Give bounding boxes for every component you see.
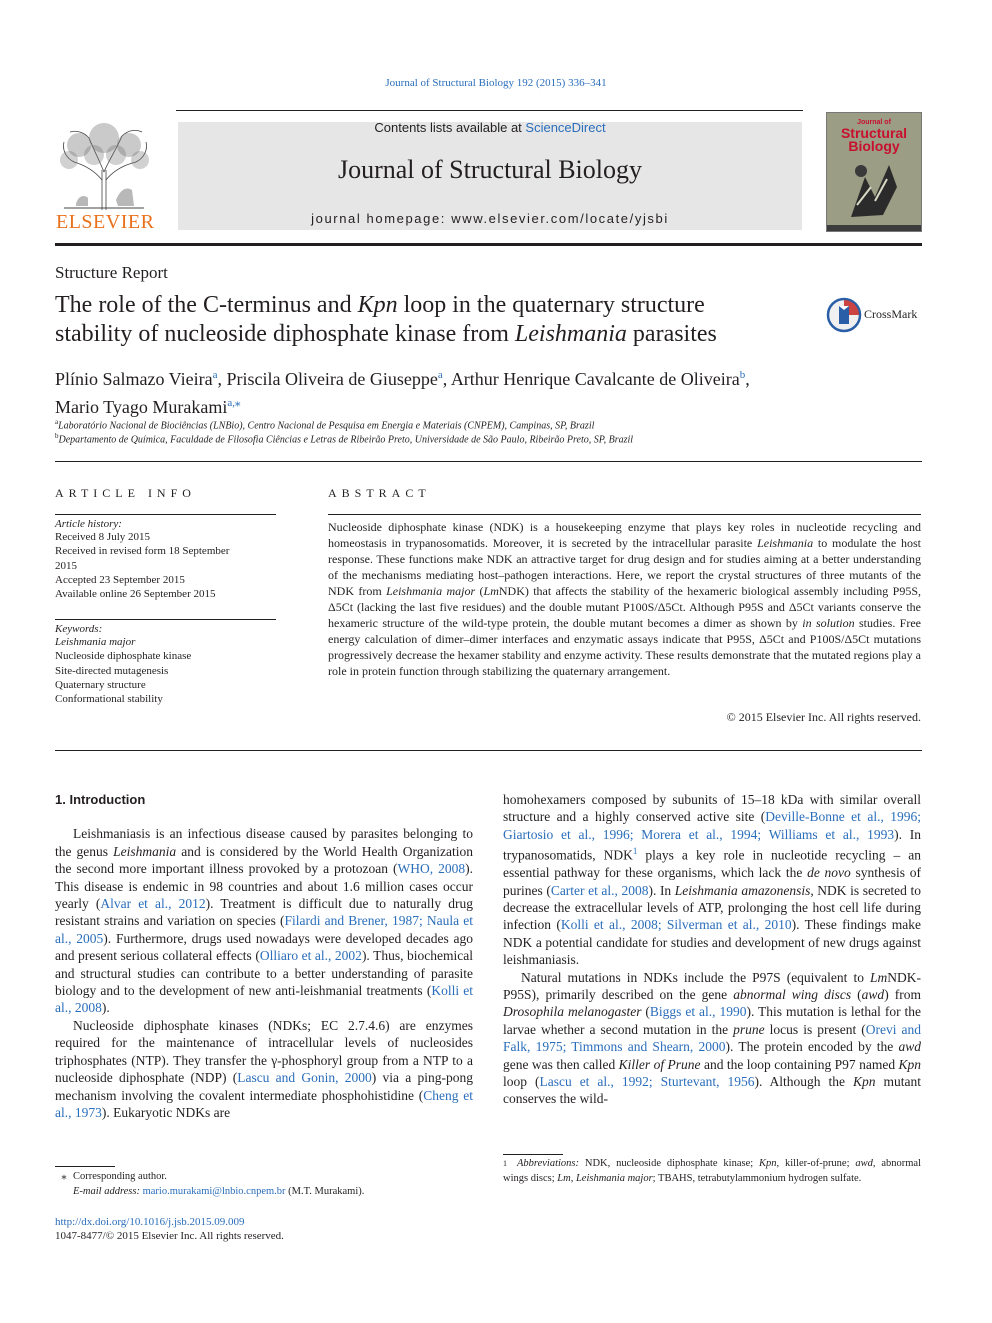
sciencedirect-link[interactable]: ScienceDirect — [525, 120, 606, 135]
reference-link[interactable]: Olliaro et al., 2002 — [259, 948, 362, 964]
reference-link[interactable]: Filardi and Brener, 1987; Naula et al., 2005 — [55, 913, 473, 946]
text-run: Nucleoside diphosphate kinases (NDKs; EC 2.7.4.6) are enzymes required for the maintenance of intracellular levels of nucleosides triphosphates (NTP). They transfer the γ-phosphoryl group from a NTP to a nucleoside diphosphate (NDP) ( — [55, 1017, 473, 1086]
text-run: and is considered by the World Health Organization the second more important illness provoked by a protozoan ( — [55, 843, 473, 877]
text-run: ). Eukaryotic NDKs are — [101, 1104, 231, 1120]
text-run: , killer-of-prune; — [776, 1158, 856, 1169]
text-run: ). Thus, biochemical and structural studies can contribute to a better understanding of parasite biology and to the development of new anti-leishmanial treatments ( — [55, 948, 473, 999]
text-run: and the loop containing P97 named — [700, 1056, 899, 1072]
text-run: , — [570, 1172, 576, 1184]
article-type: Structure Report — [55, 263, 168, 282]
text-run: ). Treatment is difficult due to naturally drug resistant strains and variation on species ( — [55, 896, 473, 929]
text-run: ) via a ping-pong mechanism involving the covalent intermediate phosphohistidine ( — [55, 1070, 474, 1103]
keywords-rule — [55, 619, 276, 620]
journal-homepage[interactable]: journal homepage: www.elsevier.com/locate/yjsbi — [311, 211, 669, 226]
italic-text: de novo — [807, 865, 851, 881]
journal-cover: Journal of Structural Biology — [826, 112, 922, 232]
crossmark-badge[interactable] — [826, 297, 926, 333]
crossmark-icon — [826, 297, 862, 333]
text-run: plays a key role in nucleotide recycling – an essential pathway for these organisms, which lack the — [503, 847, 921, 881]
footnote-rule-left — [55, 1166, 115, 1167]
author-affiliation-mark[interactable]: b — [739, 369, 746, 381]
italic-text: prune — [733, 1021, 765, 1037]
italic-text: Leishmania major — [575, 1172, 653, 1184]
left-column — [55, 791, 473, 1121]
crossmark-label: CrossMark — [864, 307, 918, 321]
italic-text: abnormal wing discs — [733, 986, 852, 1002]
text-run: ). In — [648, 882, 675, 898]
reference-link[interactable]: Kolli et al., 2008 — [55, 983, 473, 1016]
italic-text: Leishmania — [113, 843, 177, 859]
reference-link[interactable]: Carter et al., 2008 — [550, 882, 649, 898]
text-run: ). This disease is endemic in 98 countries and about 1.6 million cases occur yearly ( — [55, 861, 473, 912]
italic-text: Kpn — [853, 1074, 876, 1089]
article-title: The role of the C-terminus and Kpn loop in the quaternary structure stability of nucleoside diphosphate kinase from Leishmania parasites — [55, 292, 717, 347]
text-run: ). Furthermore, drugs used nowadays were developed decades ago and present serious collateral effects ( — [55, 930, 473, 964]
italic-text: Drosophila melanogaster — [503, 1004, 642, 1020]
paragraph — [55, 825, 473, 1016]
keywords: Keywords: Leishmania major Nucleoside diphosphate kinase Site-directed mutagenesis Quaternary structure Conformational stability — [55, 623, 276, 706]
keyword: Quaternary structure — [55, 678, 146, 691]
author-name[interactable]: Mario Tyago Murakami — [55, 397, 228, 417]
contents-line: Contents lists available at ScienceDirect — [374, 120, 606, 135]
text-run: ( — [851, 986, 862, 1002]
article-info-rule — [55, 514, 276, 515]
reference-link[interactable]: Deville-Bonne et al., 1996; Giartosio et al., 1996; Morera et al., 1994; Williams et al., 1993 — [503, 809, 921, 842]
journal-citation[interactable]: Journal of Structural Biology 192 (2015) 336–341 — [385, 77, 607, 89]
reference-link[interactable]: WHO, 2008 — [397, 861, 466, 877]
corresponding-footnote: ⁎ Corresponding author. E-mail address: mario.murakami@lnbio.cnpem.br (M.T. Murakami). — [61, 1171, 365, 1197]
issn-line: 1047-8477/© 2015 Elsevier Inc. All rights reserved. — [55, 1230, 284, 1242]
header-rule — [55, 461, 922, 462]
italic-text: awd — [861, 986, 885, 1002]
italic-text: Killer of Prune — [618, 1056, 701, 1072]
text-run: ). Although the — [754, 1074, 854, 1089]
text-run: ; TBAHS, tetrabutylammonium hydrogen sulfate. — [652, 1172, 862, 1184]
paragraph — [503, 791, 921, 969]
masthead-top-rule — [176, 110, 803, 111]
reference-link[interactable]: Biggs et al., 1990 — [649, 1004, 747, 1020]
author-name[interactable]: Plínio Salmazo Vieira — [55, 369, 213, 389]
author-affiliation-mark[interactable]: a — [212, 369, 218, 381]
reference-link[interactable]: Lascu et al., 1992; Sturtevant, 1956 — [539, 1074, 755, 1089]
italic-text: awd — [855, 1158, 873, 1169]
doi-link[interactable]: http://dx.doi.org/10.1016/j.jsb.2015.09.009 — [55, 1216, 245, 1228]
italic-text: awd — [898, 1039, 922, 1055]
abstract-text: Nucleoside diphosphate kinase (NDK) is a housekeeping enzyme that plays key roles in nucleotide recycling and homeostasis in trypanosomatids. Moreover, it is secreted by the intracellular parasite Leishmania to modulate the host response. These functions make NDK an attractive target for drug design and for studies aiming at a better understanding of the mechanisms mediating host–pathogen interactions. Here, we report the crystal structures of three mutants of the NDK from Leishmania major (LmNDK) that affects the stability of the hexameric biological assembly including P95S, Δ5Ct (lacking the last five residues) and the double mutant P100S/Δ5Ct. Although P95S and Δ5Ct variants conserve the hexameric structure of the wild-type protein, the double mutant becomes a dimer as shown by in solution studies. Free energy calculation of dimer–dimer interfaces and enzymatic assays indicate that P95S, Δ5Ct and P100S/Δ5Ct mutations progressively decrease the hexamer stability and enzyme activity. These results demonstrate that the mutated regions play a role in protein function through stabilizing the quaternary arrangement. — [328, 520, 921, 678]
author-affiliation-mark[interactable]: a — [437, 369, 443, 381]
text-run: NDK-P95S), primarily described on the gene — [503, 969, 921, 1002]
text-run: locus is present ( — [764, 1021, 866, 1037]
abstract-rule — [328, 514, 921, 515]
text-run: mutant conserves the wild- — [503, 1074, 922, 1107]
abstract-heading: ABSTRACT — [328, 486, 431, 500]
reference-link[interactable]: Orevi and Falk, 1975; Timmons and Shearn, 2000 — [503, 1021, 922, 1055]
text-run: ). In trypanosomatids, NDK — [503, 826, 921, 863]
italic-text: Leishmania amazonensis — [674, 882, 811, 898]
italic-text: Kpn — [898, 1056, 922, 1072]
text-run: synthesis of purines ( — [503, 865, 922, 898]
affiliation: $^a$Laboratório Nacional de Biociências (LNBio), Centro Nacional de Pesquisa em Energia e Materiais (CNPEM), Campinas, SP, Brazil — [55, 418, 595, 432]
elsevier-tree-logo — [54, 120, 154, 212]
text-run: , abnormal wings discs; — [503, 1158, 922, 1184]
journal-title: Journal of Structural Biology — [337, 155, 642, 184]
italic-text: Lm — [869, 969, 888, 985]
author-affiliation-mark[interactable]: a,⁎ — [227, 397, 241, 409]
text-run: ( — [641, 1004, 650, 1020]
reference-link[interactable]: Cheng et al., 1973 — [55, 1087, 474, 1120]
section-heading: 1. Introduction — [55, 792, 146, 807]
text-run: gene was then called — [503, 1056, 619, 1072]
text-run: NDK, nucleoside diphosphate kinase; — [579, 1158, 760, 1169]
reference-link[interactable]: Lascu and Gonin, 2000 — [237, 1070, 372, 1086]
reference-link[interactable]: Kolli et al., 2008; Silverman et al., 2010 — [560, 917, 792, 933]
footnote-ref[interactable]: 1 — [632, 846, 638, 857]
text-run: , NDK is secreted to decrease the extracellular levels of ATP, prolonging the host cell life during infection ( — [503, 882, 921, 933]
text-run: Natural mutations in NDKs include the P97S (equivalent to — [521, 969, 870, 985]
footnote-rule-right — [503, 1154, 563, 1155]
masthead-bottom-rule — [55, 243, 922, 246]
text-run: homohexamers composed by subunits of 15–18 kDa with similar overall structure and a highly conserved active site ( — [503, 792, 921, 825]
keyword: Conformational stability — [55, 693, 163, 706]
article-info-heading: ARTICLE INFO — [55, 486, 196, 500]
text-run: Leishmaniasis is an infectious disease caused by parasites belonging to the genus — [55, 826, 473, 859]
text-run: loop ( — [503, 1074, 540, 1089]
keyword: Site-directed mutagenesis — [55, 664, 169, 677]
text-run: ). This mutation is lethal for the larvae whether a second mutation in the — [503, 1004, 921, 1037]
text-run: ). — [101, 1000, 110, 1016]
author-list: Plínio Salmazo Vieira$^a$, Priscila Oliveira de Giuseppe$^a$, Arthur Henrique Cavalcante de Oliveira$^b$, Mario Tyago Murakami$^{a,⁎}$ — [55, 369, 750, 417]
right-column — [503, 791, 921, 1108]
affiliation: $^b$Departamento de Química, Faculdade de Filosofia Ciências e Letras de Ribeirão Preto, Universidade de São Paulo, Ribeirão Preto, SP, Brazil — [55, 432, 634, 446]
text-run: ). The protein encoded by the — [725, 1039, 899, 1055]
reference-link[interactable]: Alvar et al., 2012 — [100, 896, 206, 912]
elsevier-wordmark: ELSEVIER — [56, 211, 155, 233]
abstract-bottom-rule — [55, 750, 922, 751]
email-link[interactable]: mario.murakami@lnbio.cnpem.br — [142, 1185, 286, 1197]
copyright: © 2015 Elsevier Inc. All rights reserved. — [726, 710, 921, 724]
author-name[interactable]: Priscila Oliveira de Giuseppe — [226, 369, 438, 389]
italic-text: Kpn — [759, 1158, 777, 1169]
author-name[interactable]: Arthur Henrique Cavalcante de Oliveira — [450, 369, 740, 389]
keyword: Leishmania major — [55, 636, 136, 648]
text-run: ) from — [884, 986, 921, 1002]
paragraph — [503, 969, 921, 1108]
article-history: Article history: Received 8 July 2015 Received in revised form 18 September 2015 Accepted 23 September 2015 Available online 26 September 2015 — [55, 518, 230, 601]
italic-text: Lm — [557, 1172, 571, 1184]
cover-structure-image — [845, 157, 903, 223]
text-run: ). These findings make NDK a potential candidate for studies and development of new drugs against leishmaniasis. — [503, 917, 921, 968]
paragraph — [55, 1017, 473, 1121]
keyword: Nucleoside diphosphate kinase — [55, 650, 192, 663]
abbreviations-footnote: 1 Abbreviations: NDK, nucleoside diphosphate kinase; Kpn, killer-of-prune; awd, abnormal wings discs; Lm, Leishmania major; TBAHS, tetrabutylammonium hydrogen sulfate. — [503, 1158, 922, 1184]
